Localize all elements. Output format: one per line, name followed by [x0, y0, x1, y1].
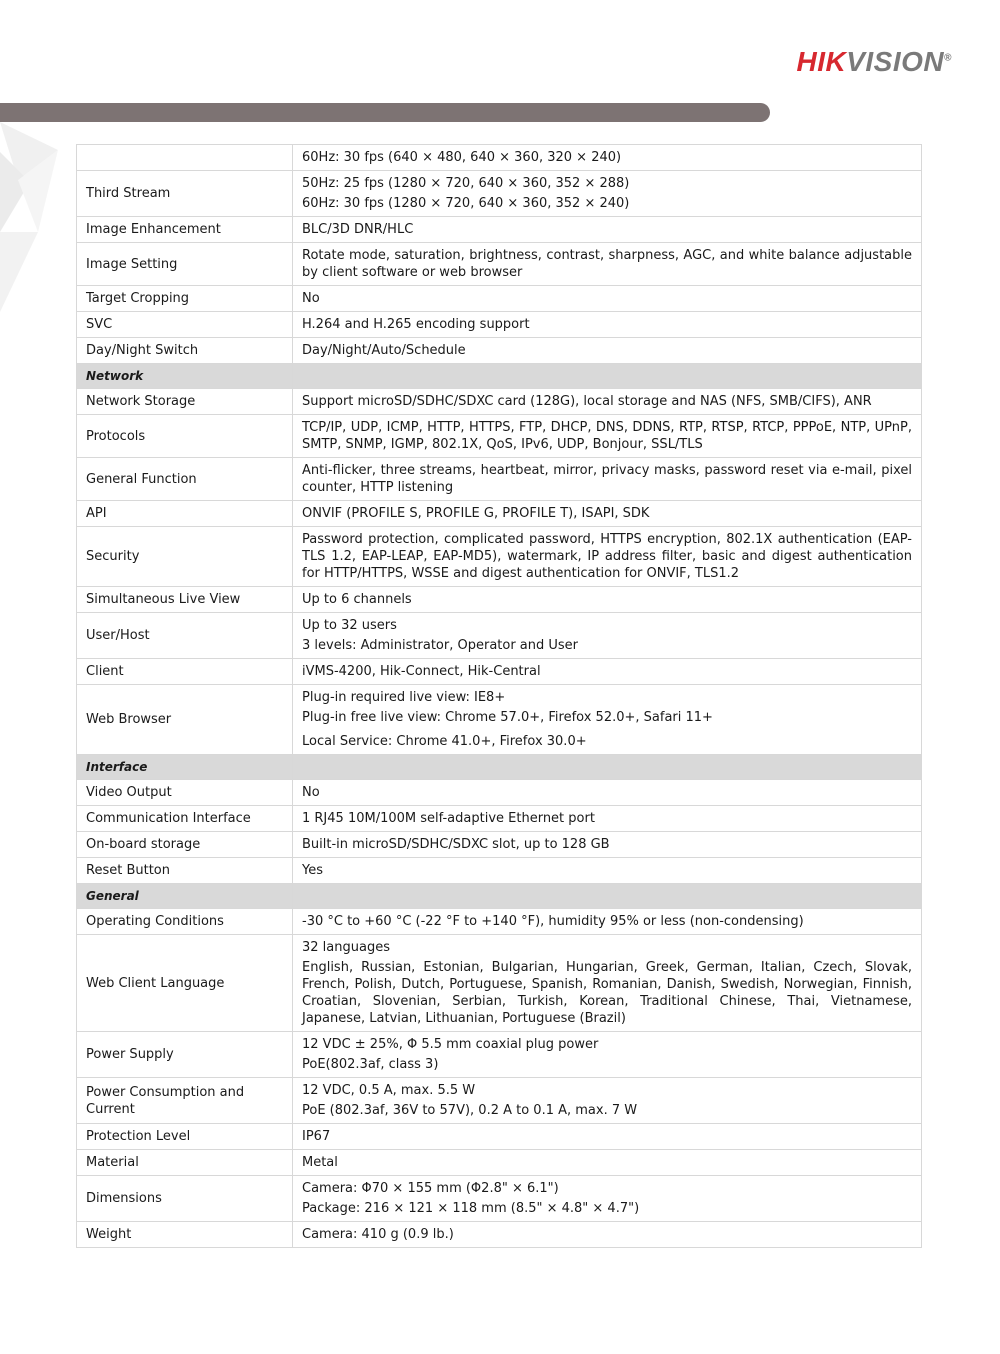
- spec-value-line: 3 levels: Administrator, Operator and User: [302, 638, 579, 653]
- spec-value: No: [293, 780, 922, 806]
- table-row: [77, 501, 922, 527]
- spec-value: 1 RJ45 10M/100M self-adaptive Ethernet port: [293, 806, 922, 832]
- table-row: [77, 1222, 922, 1248]
- spec-value: IP67: [293, 1124, 922, 1150]
- table-row: [77, 458, 922, 501]
- spec-value: [293, 1176, 922, 1222]
- spec-value: No: [293, 286, 922, 312]
- spec-label: [77, 145, 293, 171]
- decorative-triangles: [0, 122, 70, 322]
- spec-value-line: PoE (802.3af, 36V to 57V), 0.2 A to 0.1 A, max. 7 W: [302, 1103, 638, 1118]
- spec-label: Reset Button: [77, 858, 293, 884]
- spec-label: Security: [77, 527, 293, 587]
- table-row: [77, 338, 922, 364]
- hikvision-logo: [796, 46, 952, 78]
- table-row: [77, 659, 922, 685]
- spec-value: Camera: 410 g (0.9 lb.): [293, 1222, 922, 1248]
- spec-label: On-board storage: [77, 832, 293, 858]
- spec-table: [76, 144, 922, 1248]
- spec-value: [293, 1032, 922, 1078]
- spec-value: [293, 171, 922, 217]
- table-row: [77, 1176, 922, 1222]
- logo-red-text: HIK: [796, 46, 847, 77]
- table-row: [77, 806, 922, 832]
- spec-value: Anti-flicker, three streams, heartbeat, mirror, privacy masks, password reset via e-mail, pixel counter, HTTP listening: [293, 458, 922, 501]
- table-row: [77, 286, 922, 312]
- spec-label: SVC: [77, 312, 293, 338]
- spec-label: Material: [77, 1150, 293, 1176]
- spec-label: Third Stream: [77, 171, 293, 217]
- table-row: [77, 909, 922, 935]
- spec-label: Power Consumption and Current: [77, 1078, 293, 1124]
- spec-label: Simultaneous Live View: [77, 587, 293, 613]
- spec-label: Web Client Language: [77, 935, 293, 1032]
- spec-label: Protection Level: [77, 1124, 293, 1150]
- spec-label: Image Enhancement: [77, 217, 293, 243]
- spec-label: Weight: [77, 1222, 293, 1248]
- spec-value: Day/Night/Auto/Schedule: [293, 338, 922, 364]
- section-filler: [293, 755, 922, 780]
- spec-label: Network Storage: [77, 389, 293, 415]
- section-header-general: [77, 884, 922, 909]
- table-row: [77, 312, 922, 338]
- spec-label: Client: [77, 659, 293, 685]
- table-row: [77, 685, 922, 755]
- spec-value-line: English, Russian, Estonian, Bulgarian, Hungarian, Greek, German, Italian, Czech, Slovak, French, Polish, Dutch, Portuguese, Spanish, Romanian, Danish, Swedish, Norwegian, Finnish, Croatian, Slovenian, Serbian, Turkish, Korean, Traditional Chinese, Thai, Vietnamese, Japanese, Latvian, Lithuanian, Portuguese (Brazil): [302, 960, 912, 1026]
- section-title: Network: [77, 364, 293, 389]
- spec-label: Day/Night Switch: [77, 338, 293, 364]
- table-row: [77, 145, 922, 171]
- spec-label: API: [77, 501, 293, 527]
- spec-value-line: 12 VDC, 0.5 A, max. 5.5 W: [302, 1083, 476, 1098]
- deco-triangle-4: [0, 232, 38, 312]
- spec-value-line: Up to 32 users: [302, 618, 397, 633]
- spec-value: Up to 6 channels: [293, 587, 922, 613]
- spec-value: Password protection, complicated password, HTTPS encryption, 802.1X authentication (EAP-TLS 1.2, EAP-LEAP, EAP-MD5), watermark, IP address filter, basic and digest authentication for HTTP/HTTPS, WSSE and digest authentication for ONVIF, TLS1.2: [293, 527, 922, 587]
- table-row: [77, 935, 922, 1032]
- section-filler: [293, 884, 922, 909]
- spec-label: Video Output: [77, 780, 293, 806]
- logo-registered-mark: ®: [944, 52, 952, 64]
- table-row: [77, 527, 922, 587]
- spec-value: -30 °C to +60 °C (-22 °F to +140 °F), humidity 95% or less (non-condensing): [293, 909, 922, 935]
- logo-grey-text: VISION: [846, 46, 945, 77]
- spec-value: iVMS-4200, Hik-Connect, Hik-Central: [293, 659, 922, 685]
- spec-label: Image Setting: [77, 243, 293, 286]
- spec-value-line: Plug-in required live view: IE8+: [302, 690, 506, 705]
- spec-value-line: Plug-in free live view: Chrome 57.0+, Firefox 52.0+, Safari 11+: [302, 710, 713, 725]
- spec-value: [293, 1078, 922, 1124]
- spec-value-line: Package: 216 × 121 × 118 mm (8.5" × 4.8" × 4.7"): [302, 1201, 640, 1216]
- table-row: [77, 171, 922, 217]
- spec-value-line: PoE(802.3af, class 3): [302, 1057, 439, 1072]
- spec-value: [293, 685, 922, 755]
- table-row: [77, 217, 922, 243]
- spec-value-line: 50Hz: 25 fps (1280 × 720, 640 × 360, 352 × 288): [302, 176, 630, 191]
- spec-value-line: 12 VDC ± 25%, Φ 5.5 mm coaxial plug power: [302, 1037, 599, 1052]
- spec-value-line: 32 languages: [302, 940, 390, 955]
- table-row: [77, 613, 922, 659]
- table-row: [77, 389, 922, 415]
- spec-value: ONVIF (PROFILE S, PROFILE G, PROFILE T), ISAPI, SDK: [293, 501, 922, 527]
- spec-value: Metal: [293, 1150, 922, 1176]
- spec-label: Protocols: [77, 415, 293, 458]
- table-row: [77, 415, 922, 458]
- table-row: [77, 1124, 922, 1150]
- spec-value-line: 60Hz: 30 fps (1280 × 720, 640 × 360, 352 × 240): [302, 196, 630, 211]
- spec-value: 60Hz: 30 fps (640 × 480, 640 × 360, 320 × 240): [293, 145, 922, 171]
- header-band: [0, 103, 770, 122]
- spec-label: Power Supply: [77, 1032, 293, 1078]
- section-title: General: [77, 884, 293, 909]
- spec-label: User/Host: [77, 613, 293, 659]
- table-row: [77, 1150, 922, 1176]
- section-header-network: [77, 364, 922, 389]
- table-row: [77, 243, 922, 286]
- spec-value: H.264 and H.265 encoding support: [293, 312, 922, 338]
- spec-value: Rotate mode, saturation, brightness, contrast, sharpness, AGC, and white balance adjustable by client software or web browser: [293, 243, 922, 286]
- spec-value: [293, 613, 922, 659]
- table-row: [77, 832, 922, 858]
- table-row: [77, 780, 922, 806]
- spec-label: Communication Interface: [77, 806, 293, 832]
- spec-label: General Function: [77, 458, 293, 501]
- spec-value: Support microSD/SDHC/SDXC card (128G), local storage and NAS (NFS, SMB/CIFS), ANR: [293, 389, 922, 415]
- spec-value: [293, 935, 922, 1032]
- table-row: [77, 587, 922, 613]
- section-title: Interface: [77, 755, 293, 780]
- spec-value-line: Camera: Φ70 × 155 mm (Φ2.8" × 6.1"): [302, 1181, 559, 1196]
- spec-value: Yes: [293, 858, 922, 884]
- spec-value: TCP/IP, UDP, ICMP, HTTP, HTTPS, FTP, DHCP, DNS, DDNS, RTP, RTSP, RTCP, PPPoE, NTP, UPnP, SMTP, SNMP, IGMP, 802.1X, QoS, IPv6, UDP, Bonjour, SSL/TLS: [293, 415, 922, 458]
- section-header-interface: [77, 755, 922, 780]
- spec-value: BLC/3D DNR/HLC: [293, 217, 922, 243]
- spec-value: Built-in microSD/SDHC/SDXC slot, up to 128 GB: [293, 832, 922, 858]
- spec-value-line: Local Service: Chrome 41.0+, Firefox 30.0+: [302, 734, 587, 749]
- spec-label: Web Browser: [77, 685, 293, 755]
- table-row: [77, 1078, 922, 1124]
- spec-label: Target Cropping: [77, 286, 293, 312]
- spec-label: Operating Conditions: [77, 909, 293, 935]
- table-row: [77, 858, 922, 884]
- table-row: [77, 1032, 922, 1078]
- spec-label: Dimensions: [77, 1176, 293, 1222]
- section-filler: [293, 364, 922, 389]
